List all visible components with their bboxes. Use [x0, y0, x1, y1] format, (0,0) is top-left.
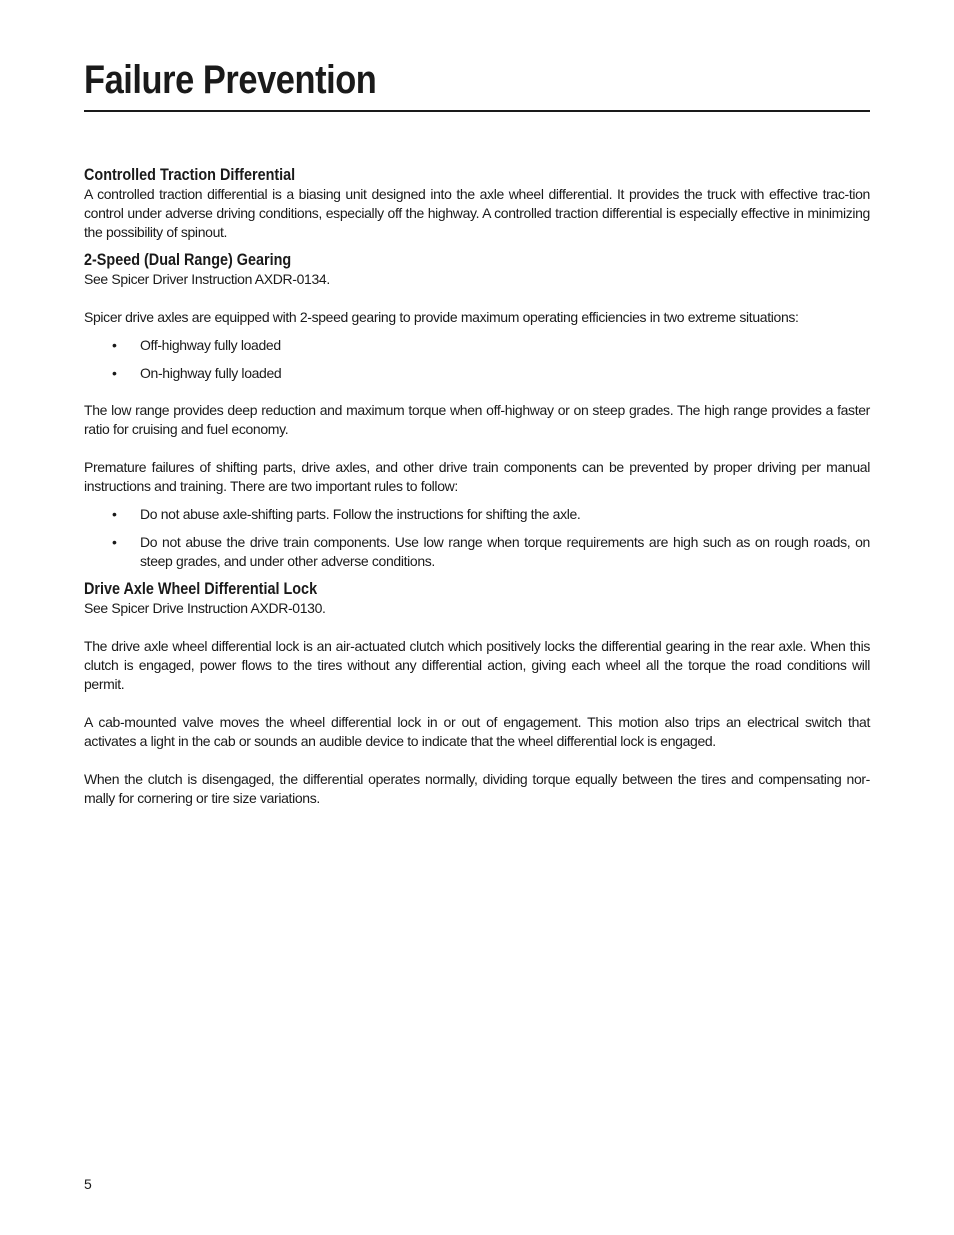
- page-number: 5: [84, 1176, 92, 1192]
- heading-controlled-traction: Controlled Traction Differential: [84, 166, 296, 184]
- reference-axdr-0130: See Spicer Drive Instruction AXDR-0130.: [84, 600, 326, 616]
- list-item: • Do not abuse the drive train components. Use low range when torque requirements are high such as on rough roads, on steep grades, and under other adverse conditions.: [112, 534, 870, 569]
- list-item: • Off-highway fully loaded: [112, 337, 281, 353]
- paragraph-gearing-intro: Spicer drive axles are equipped with 2-speed gearing to provide maximum operating efficiencies in two extreme situations:: [84, 309, 799, 325]
- paragraph-controlled-traction: A controlled traction differential is a biasing unit designed into the axle wheel differential. It provides the truck with effective trac-tion control under adverse driving conditions, especially off the highway. A controlled traction differential is especially effective in minimizing the possibility of spinout.: [84, 186, 870, 240]
- bullet-icon: •: [112, 506, 117, 522]
- list-item: • On-highway fully loaded: [112, 365, 282, 381]
- bullet-list-rules: [84, 505, 870, 571]
- list-item: • Do not abuse axle-shifting parts. Follow the instructions for shifting the axle.: [112, 506, 581, 522]
- paragraph-premature-failures: Premature failures of shifting parts, drive axles, and other drive train components can be prevented by proper driving per manual instructions and training. There are two important rules to follow:: [84, 459, 870, 494]
- bullet-icon: •: [112, 365, 117, 381]
- reference-axdr-0134: See Spicer Driver Instruction AXDR-0134.: [84, 271, 330, 287]
- page-title: Failure Prevention: [84, 58, 377, 102]
- bullet-icon: •: [112, 534, 117, 550]
- bullet-list-situations: [84, 336, 870, 383]
- paragraph-lock-description: The drive axle wheel differential lock is an air-actuated clutch which positively locks the differential gearing in the rear axle. When this clutch is engaged, power flows to the tires without any differential action, giving each wheel all the torque the road conditions will permit.: [84, 638, 870, 692]
- paragraph-clutch-disengaged: When the clutch is disengaged, the differential operates normally, dividing torque equally between the tires and compensating nor-mally for cornering or tire size variations.: [84, 771, 870, 806]
- heading-2-speed-gearing: 2-Speed (Dual Range) Gearing: [84, 251, 292, 269]
- paragraph-ranges: The low range provides deep reduction and maximum torque when off-highway or on steep grades. The high range provides a faster ratio for cruising and fuel economy.: [84, 402, 870, 437]
- document-body: [84, 166, 870, 808]
- paragraph-cab-valve: A cab-mounted valve moves the wheel differential lock in or out of engagement. This motion also trips an electrical switch that activates a light in the cab or sounds an audible device to indicate that the wheel differential lock is engaged.: [84, 714, 870, 749]
- title-divider: [84, 110, 870, 112]
- bullet-icon: •: [112, 337, 117, 353]
- heading-differential-lock: Drive Axle Wheel Differential Lock: [84, 580, 318, 598]
